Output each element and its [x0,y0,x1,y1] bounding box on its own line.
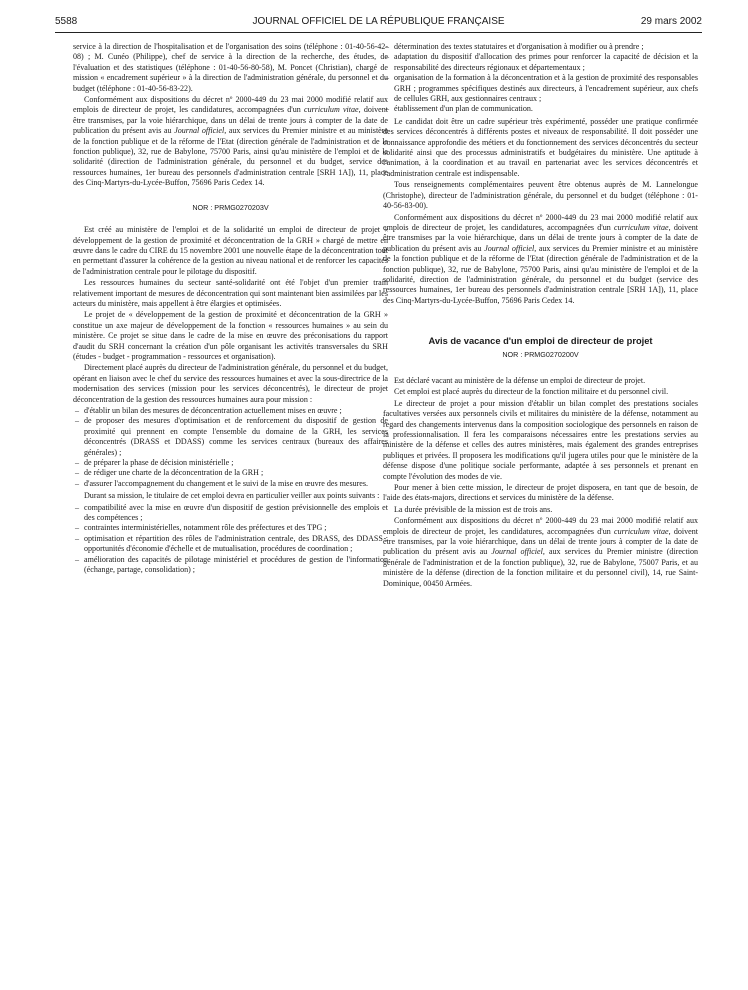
paragraph: Est créé au ministère de l'emploi et de la solidarité un emploi de directeur de projet « développement de la gestion de proximité et déconcentration de la GRH » chargé de mettre en œuvre dans le cadre du CIRE du 15 novembre 2001 une nouvelle étape de la déconcentration tout en permettant d'assurer la cohérence de la gestion au niveau national et de renforcer les capacités de l'administration centrale pour le pilotage du dispositif. [73,225,388,276]
paragraph: La durée prévisible de la mission est de trois ans. [394,504,553,514]
journal-title: JOURNAL OFFICIEL DE LA RÉPUBLIQUE FRANÇAISE [252,16,505,27]
points-list [73,503,388,576]
paragraph: Durant sa mission, le titulaire de cet emploi devra en particulier veiller aux points suivants : [84,491,380,501]
points-list-continued [383,42,698,115]
page-header [55,16,702,32]
paragraph: Cet emploi est placé auprès du directeur de la fonction militaire et du personnel civil. [394,387,669,397]
paragraph: Directement placé auprès du directeur de l'administration générale, du personnel et du budget, opérant en liaison avec le chef du service des ressources humaines et avec la sous-directrice de la modernisation des services (mission pour les services déconcentrés), le directeur de projet déconcentration de la gestion des ressources humaines aura pour mission : [73,363,388,404]
right-column [383,42,698,590]
list-item: – de rédiger une charte de la déconcentration de la GRH ; [73,468,388,478]
paragraph: Conformément aux dispositions du décret nº 2000-449 du 23 mai 2000 modifié relatif aux emplois de directeur de projet, les candidatures, accompagnées d'un curriculum vitae, doivent être transmises par la voie hiérarchique, dans un délai de trente jours à compter de la date de publication du présent avis au Journal officiel, aux services du Premier ministre et au ministère de la fonction publique et de la réforme de l'Etat (direction générale de l'administration et de la fonction publique), 32, rue de Babylone, 75700 Paris, ainsi qu'au ministère de l'emploi et de la solidarité, direction de l'administration générale, du personnel et du budget (service des ressources humaines, 1er bureau des personnels d'administration centrale [SRH 1A]), 11, place des Cinq-Martyrs-du-Lycée-Buffon, 75696 Paris Cedex 14. [383,212,699,305]
list-item: – de proposer des mesures d'optimisation et de renforcement du dispositif de gestion de proximité qui prennent en compte l'ensemble du domaine de la GRH, les services déconcentrés (DRASS et DDASS) comme les services centraux (bureaux des affaires générales) ; [73,416,388,458]
left-column [73,42,388,578]
list-item: – adaptation du dispositif d'allocation des primes pour renforcer la capacité de décision et la responsabilité des directeurs régionaux et départementaux ; [383,52,698,73]
list-item: – d'établir un bilan des mesures de déconcentration actuellement mises en œuvre ; [73,406,388,416]
list-item: – contraintes interministérielles, notamment rôle des préfectures et des TPG ; [73,523,388,533]
paragraph: Est déclaré vacant au ministère de la défense un emploi de directeur de projet. [394,375,646,385]
mission-list [73,406,388,489]
publication-date: 29 mars 2002 [640,16,702,27]
paragraph: Conformément aux dispositions du décret nº 2000-449 du 23 mai 2000 modifié relatif aux emplois de directeur de projet, les candidatures, accompagnées d'un curriculum vitae, doivent être transmises, par la voie hiérarchique, dans un délai de trente jours à compter de la date de publication du présent avis au Journal officiel, aux services du Premier ministre (direction générale de l'administration et de la fonction publique), 32, rue de Babylone, 75007 Paris, et au ministère de la défense (direction de la fonction militaire et du personnel civil), 14, rue Saint-Dominique, 00450 Armées. [383,516,698,588]
paragraph: Conformément aux dispositions du décret nº 2000-449 du 23 mai 2000 modifié relatif aux emplois de directeur de projet, les candidatures, accompagnées d'un curriculum vitae, doivent être transmises, par la voie hiérarchique, dans un délai de trente jours à compter de la date de publication du présent avis au Journal officiel, aux services du Premier ministre et au ministère de la fonction publique et de la réforme de l'Etat (direction générale de l'administration et de la fonction publique), 32, rue de Babylone, 75700 Paris, ainsi qu'au ministère de l'emploi et de la solidarité (direction de l'administration générale, du personnel et du budget, service des ressources humaines, 1er bureau des personnels d'administration centrale [SRH 1A]), 11, place des Cinq-Martyrs-du-Lycée-Buffon, 75696 Paris Cedex 14. [73,95,389,188]
list-item: – optimisation et répartition des rôles de l'administration centrale, des DRASS, des DDASS : opportunités d'économie d'échelle et de mutualisation, procédures de coordination ; [73,534,388,555]
nor-reference: NOR : PRMG0270203V [192,202,269,212]
paragraph: Le projet de « développement de la gestion de proximité et déconcentration de la GRH » constitue un axe majeur de développement de la fonction « ressources humaines » au sein du ministère. Ce projet se situe dans le cadre de la mise en œuvre des préconisations du rapport d'audit du SRH concernant la création d'un pôle organisant les activités transversales du SRH (études - budget - programmation - ressources et organisation). [73,310,388,361]
paragraph: Tous renseignements complémentaires peuvent être obtenus auprès de M. Lannelongue (Christophe), directeur de l'administration générale, du personnel et du budget (téléphone : 01-40-56-83-00). [383,180,698,211]
paragraph: service à la direction de l'hospitalisation et de l'organisation des soins (téléphone : 01-40-56-42-08) ; M. Cunéo (Philippe), chef de service à la direction de la recherche, des études, de l'évaluation et des statistiques (téléphone : 01-40-56-80-58), M. Poncet (Christian), chargé de mission « encadrement supérieur » à la direction de l'administration générale, du personnel et du budget (téléphone : 01-40-56-83-22). [73,42,388,93]
paragraph: Pour mener à bien cette mission, le directeur de projet disposera, en tant que de besoin, de l'aide des états-majors, directions et services du ministère de la défense. [383,483,698,503]
list-item: – d'assurer l'accompagnement du changement et le suivi de la mise en œuvre des mesures. [73,479,388,489]
list-item: – détermination des textes statutaires et d'organisation à modifier ou à prendre ; [383,42,698,52]
list-item: – organisation de la formation à la déconcentration et à la gestion de proximité des responsables GRH ; programmes spécifiques destinés aux directeurs, à l'encadrement supérieur, aux chefs de cellules GRH, aux gestionnaires centraux ; [383,73,698,104]
paragraph: Le candidat doit être un cadre supérieur très expérimenté, posséder une pratique confirmée des services déconcentrés à différents postes et niveaux de responsabilité. Il doit posséder une connaissance approfondie des métiers et du fonctionnement des services déconcentrés du secteur solidarité ainsi que des processus administratifs et budgétaires du ministère. Une aptitude à l'animation, à la coordination et au travail en partenariat avec les services déconcentrés et l'administration centrale est indispensable. [383,116,698,178]
list-item: – établissement d'un plan de communication. [383,104,698,114]
list-item: – amélioration des capacités de pilotage ministériel et procédures de gestion de l'information (échange, partage, consolidation) ; [73,555,388,576]
nor-reference: NOR : PRMG0270200V [502,349,579,359]
list-item: – compatibilité avec la mise en œuvre d'un dispositif de gestion prévisionnelle des emplois et des compétences ; [73,503,388,524]
paragraph: Le directeur de projet a pour mission d'établir un bilan complet des prestations sociales facultatives versées aux personnels civils et militaires du ministère de la défense, notamment au regard des changements intervenus dans la composition sociologique des personnels en raison de la professionnalisation. Il fera les comparaisons nécessaires entre les prestations servies au ministère de la défense et celles des autres ministères, mais également des grandes entreprises publiques et privées. Il proposera les modifications qu'il jugera utiles pour que le ministère de la défense dispose d'une politique sociale performante, adaptée à ses personnels et prenant en compte l'évolution des modes de vie. [383,398,698,481]
list-item: – de préparer la phase de décision ministérielle ; [73,458,388,468]
section-title: Avis de vacance d'un emploi de directeur de projet [428,336,653,347]
page-number: 5588 [55,16,78,27]
paragraph: Les ressources humaines du secteur santé-solidarité ont été l'objet d'un premier train relativement important de mesures de déconcentration qui sont maintenant bien assimilées par les acteurs du ministère, mais appellent à être élargies et optimisées. [73,278,388,308]
header-rule [55,32,702,33]
